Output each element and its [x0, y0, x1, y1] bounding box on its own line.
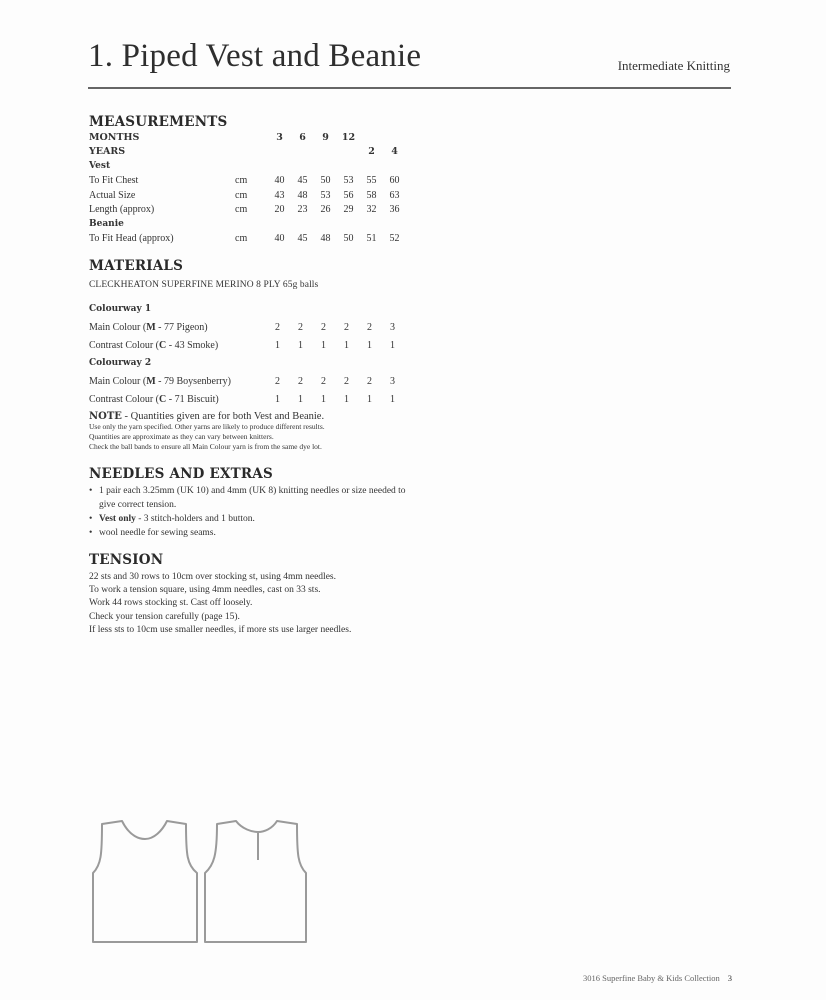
- materials-heading: MATERIALS: [89, 258, 184, 274]
- ball-count: 1: [367, 393, 372, 405]
- measurement-value: 23: [297, 204, 308, 216]
- ball-count: 2: [298, 321, 303, 333]
- measurement-value: 50: [320, 175, 331, 187]
- measurement-row: [89, 188, 409, 203]
- measurement-value: 20: [274, 204, 285, 216]
- yarn-quantity-row: [89, 318, 409, 336]
- measurement-label: To Fit Head (approx): [89, 233, 174, 245]
- measurement-unit: cm: [235, 175, 248, 187]
- ball-count: 1: [344, 339, 349, 351]
- measurement-label: To Fit Chest: [89, 175, 139, 187]
- colour-prefix: Main Colour (: [89, 321, 147, 333]
- measurement-unit: cm: [235, 233, 248, 245]
- colour-prefix: Main Colour (: [89, 375, 147, 387]
- ball-count: 3: [390, 375, 395, 387]
- size-month: 3: [276, 131, 283, 143]
- quantities-note: [89, 411, 409, 422]
- small-note: Check the ball bands to ensure all Main Colour yarn is from the same dye lot.: [89, 442, 322, 451]
- ball-count: 1: [344, 393, 349, 405]
- measurement-value: 56: [343, 189, 354, 201]
- ball-count: 3: [390, 321, 395, 333]
- measurement-value: 50: [343, 233, 354, 245]
- measurement-value: 29: [343, 204, 354, 216]
- size-month: 9: [322, 131, 329, 143]
- ball-count: 1: [390, 339, 395, 351]
- vest-only-text: - 3 stitch-holders and 1 button.: [135, 514, 255, 524]
- note-text: - Quantities given are for both Vest and Beanie.: [121, 411, 325, 422]
- yarn-colour-label: [89, 376, 266, 387]
- measurement-value: 48: [320, 233, 331, 245]
- months-label: MONTHS: [89, 131, 140, 143]
- measurement-value: 53: [343, 175, 354, 187]
- yarn-quantity-row: [89, 372, 409, 390]
- page-number: 3: [727, 973, 732, 983]
- colourway-heading: Colourway 2: [89, 358, 152, 368]
- yarn-colour-label: [89, 394, 266, 405]
- collection-name: 3016 Superfine Baby & Kids Collection: [583, 973, 720, 983]
- measurements-heading: MEASUREMENTS: [89, 114, 228, 130]
- beanie-measurement-rows: [89, 232, 409, 247]
- measurement-row: [89, 174, 409, 189]
- skill-level: Intermediate Knitting: [617, 58, 730, 73]
- note-label: NOTE: [89, 411, 122, 422]
- ball-count: 1: [321, 393, 326, 405]
- ball-count: 2: [275, 321, 280, 333]
- page-footer: [583, 973, 732, 983]
- tension-section: [89, 552, 409, 637]
- needles-item: • 1 pair each 3.25mm (UK 10) and 4mm (UK 8) knitting needles or size needed to give correct tension.: [99, 484, 409, 512]
- measurement-value: 51: [366, 233, 377, 245]
- needles-heading: NEEDLES AND EXTRAS: [89, 466, 273, 482]
- colour-name: - 43 Smoke): [166, 339, 219, 351]
- pattern-content: [89, 114, 409, 637]
- needles-list: [89, 484, 409, 540]
- size-year: 2: [368, 146, 375, 158]
- ball-count: 2: [344, 321, 349, 333]
- measurement-value: 58: [366, 189, 377, 201]
- measurement-value: 45: [297, 233, 308, 245]
- yarn-quantity-row: [89, 336, 409, 354]
- colour-name: - 79 Boysenberry): [155, 375, 231, 387]
- tension-line: If less sts to 10cm use smaller needles, if more sts use larger needles.: [89, 624, 352, 635]
- measurement-row: [89, 232, 409, 247]
- measurement-label: Actual Size: [89, 189, 136, 201]
- years-row: [89, 145, 409, 160]
- size-month: 12: [341, 131, 356, 143]
- measurement-value: 52: [389, 233, 400, 245]
- small-note: Use only the yarn specified. Other yarns are likely to produce different results.: [89, 422, 325, 431]
- size-year: 4: [391, 146, 398, 158]
- tension-line: Work 44 rows stocking st. Cast off loosely.: [89, 598, 253, 609]
- yarn-colour-label: [89, 340, 266, 351]
- title-divider: [88, 87, 731, 89]
- colourways: [89, 300, 409, 408]
- measurement-unit: cm: [235, 189, 248, 201]
- tension-heading: TENSION: [89, 552, 164, 568]
- page-title: 1. Piped Vest and Beanie: [88, 38, 422, 74]
- vest-schematic: [88, 815, 308, 955]
- measurement-value: 60: [389, 175, 400, 187]
- measurement-value: 43: [274, 189, 285, 201]
- vest-back-outline: [205, 821, 306, 942]
- ball-count: 1: [390, 393, 395, 405]
- measurement-value: 40: [274, 175, 285, 187]
- needles-section: [89, 466, 409, 540]
- ball-count: 1: [321, 339, 326, 351]
- measurement-value: 45: [297, 175, 308, 187]
- small-note: Quantities are approximate as they can vary between knitters.: [89, 432, 274, 441]
- ball-count: 2: [321, 375, 326, 387]
- measurement-value: 48: [297, 189, 308, 201]
- measurement-value: 40: [274, 233, 285, 245]
- colourway-heading: Colourway 1: [89, 304, 152, 314]
- ball-count: 2: [321, 321, 326, 333]
- colour-prefix: Contrast Colour (: [89, 339, 159, 351]
- tension-line: To work a tension square, using 4mm needles, cast on 33 sts.: [89, 585, 321, 596]
- ball-count: 2: [298, 375, 303, 387]
- ball-count: 2: [367, 321, 372, 333]
- measurement-row: [89, 203, 409, 218]
- measurement-label: Length (approx): [89, 204, 155, 216]
- colour-name: - 71 Biscuit): [166, 393, 219, 405]
- vest-front-outline: [93, 821, 197, 942]
- needles-item: • wool needle for sewing seams.: [99, 526, 409, 540]
- vest-only-label: Vest only: [99, 514, 136, 524]
- colour-code: C: [159, 339, 167, 351]
- months-row: [89, 130, 409, 145]
- measurement-unit: cm: [235, 204, 248, 216]
- ball-count: 1: [367, 339, 372, 351]
- measurements-section: [89, 114, 409, 246]
- measurement-value: 26: [320, 204, 331, 216]
- yarn-description: CLECKHEATON SUPERFINE MERINO 8 PLY 65g balls: [89, 280, 319, 290]
- colour-code: C: [159, 393, 167, 405]
- colour-code: M: [146, 321, 156, 333]
- colour-name: - 77 Pigeon): [155, 321, 208, 333]
- measurement-value: 55: [366, 175, 377, 187]
- vest-measurement-rows: [89, 174, 409, 218]
- measurement-value: 53: [320, 189, 331, 201]
- materials-section: [89, 258, 409, 452]
- needles-item: [99, 512, 409, 526]
- yarn-quantity-row: [89, 390, 409, 408]
- ball-count: 2: [344, 375, 349, 387]
- ball-count: 2: [275, 375, 280, 387]
- tension-line: 22 sts and 30 rows to 10cm over stocking st, using 4mm needles.: [89, 572, 336, 582]
- tension-line: Check your tension carefully (page 15).: [89, 611, 240, 622]
- colour-prefix: Contrast Colour (: [89, 393, 159, 405]
- ball-count: 2: [367, 375, 372, 387]
- ball-count: 1: [275, 393, 280, 405]
- size-month: 6: [299, 131, 306, 143]
- beanie-subheading: Beanie: [89, 219, 124, 230]
- ball-count: 1: [298, 393, 303, 405]
- colour-code: M: [146, 375, 156, 387]
- ball-count: 1: [298, 339, 303, 351]
- vest-subheading: Vest: [89, 161, 111, 172]
- ball-count: 1: [275, 339, 280, 351]
- years-label: YEARS: [89, 146, 126, 158]
- measurement-value: 32: [366, 204, 377, 216]
- measurement-value: 36: [389, 204, 400, 216]
- measurement-value: 63: [389, 189, 400, 201]
- yarn-colour-label: [89, 322, 266, 333]
